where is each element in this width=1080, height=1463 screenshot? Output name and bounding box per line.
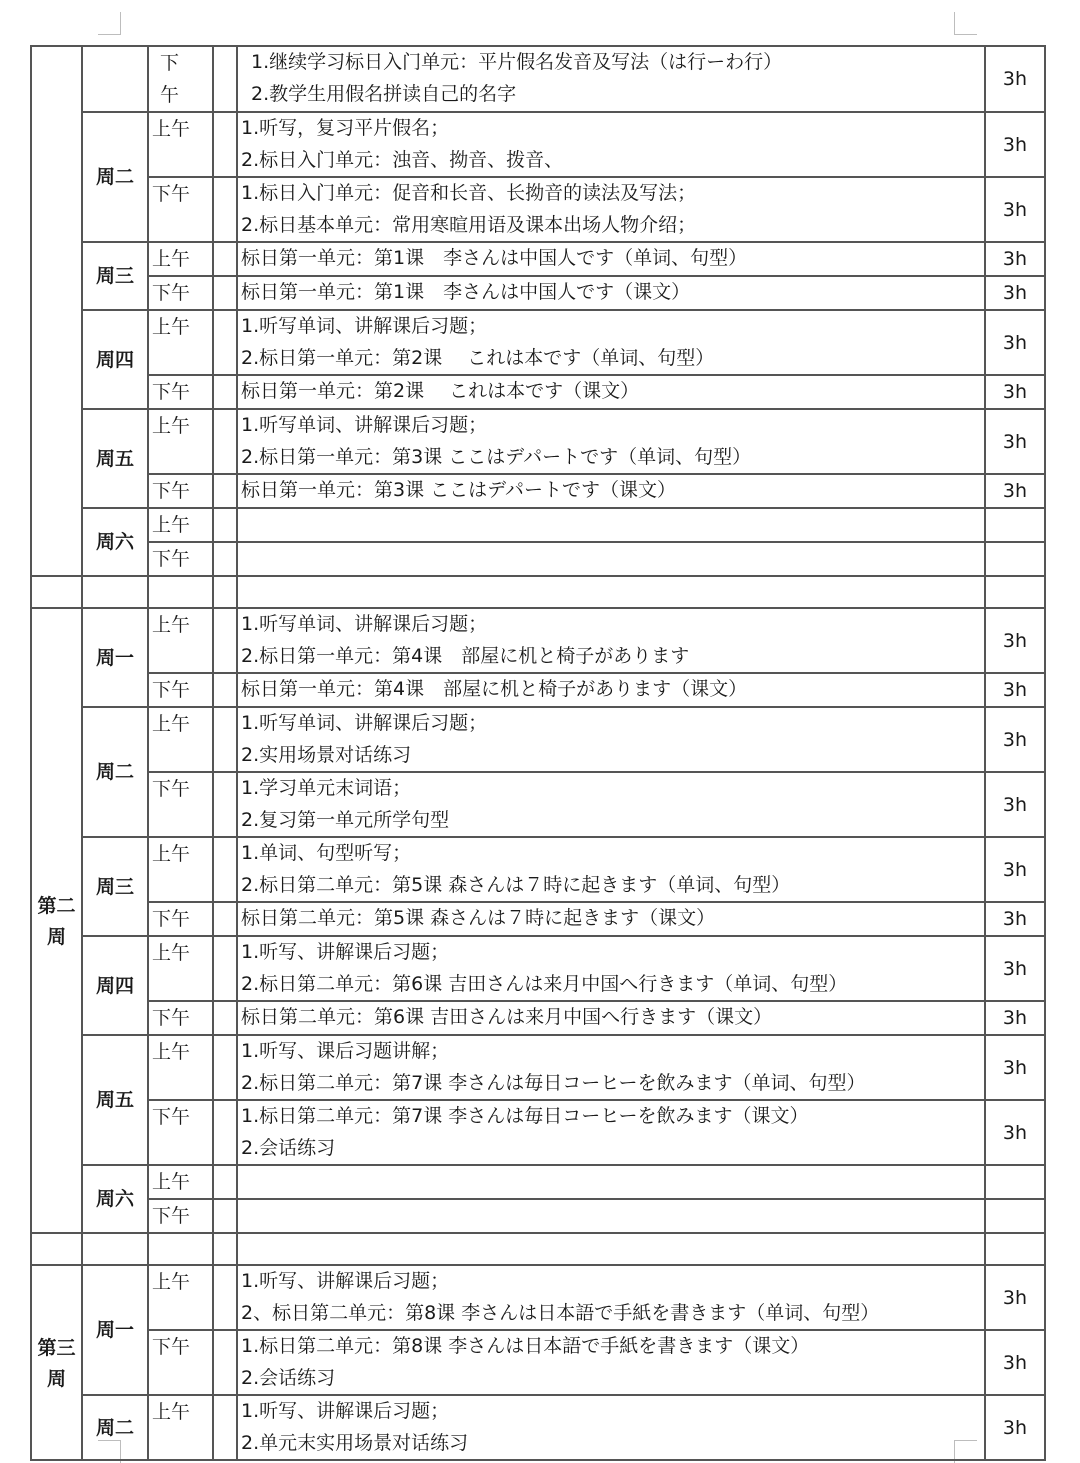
hours-value: 3h <box>1002 248 1028 270</box>
content-cell <box>237 112 985 177</box>
hours-value: 3h <box>1002 793 1028 816</box>
period-cell <box>148 707 213 772</box>
hours-value: 3h <box>1002 679 1028 701</box>
hours-value: 3h <box>1002 198 1028 221</box>
content-cell <box>237 902 985 936</box>
content-line: 1.标日第二单元：第7课 李さんは毎日コーヒーを飲みます（课文） <box>241 1105 809 1127</box>
content-cell <box>237 837 985 902</box>
week-cell <box>31 1233 82 1265</box>
spacer-cell <box>213 1100 237 1165</box>
hours-cell <box>985 46 1045 112</box>
content-line: 1.听写，复习平片假名； <box>241 117 450 139</box>
hours-cell <box>985 112 1045 177</box>
week-cell <box>31 1265 82 1460</box>
period-cell <box>148 375 213 409</box>
content-cell <box>237 409 985 474</box>
spacer-cell <box>213 276 237 310</box>
period-label: 上午 <box>152 316 191 338</box>
period-cell <box>148 1265 213 1330</box>
period-label: 下午 <box>152 908 191 930</box>
spacer-cell <box>213 310 237 375</box>
day-label: 周一 <box>95 1319 134 1341</box>
content-cell <box>237 1001 985 1035</box>
content-line: 2.会话练习 <box>241 1136 336 1159</box>
schedule-row <box>31 837 1045 902</box>
period-cell <box>148 673 213 707</box>
day-cell <box>82 508 148 576</box>
content-line: 标日第一单元：第1课 李さんは中国人です（课文） <box>241 281 691 303</box>
period-label: 下午 <box>152 1336 191 1358</box>
content-cell <box>237 936 985 1001</box>
hours-cell <box>985 837 1045 902</box>
spacer-cell <box>213 707 237 772</box>
hours-cell <box>985 242 1045 276</box>
hours-cell <box>985 1035 1045 1100</box>
hours-cell <box>985 409 1045 474</box>
hours-cell <box>985 673 1045 707</box>
day-cell <box>82 1265 148 1395</box>
day-cell <box>82 242 148 310</box>
day-label: 周三 <box>95 265 134 287</box>
content-line: 2.标日第二单元：第7课 李さんは毎日コーヒーを飲みます（单词、句型） <box>241 1071 866 1094</box>
content-line: 标日第一单元：第2课 これは本です（课文） <box>241 380 640 402</box>
content-cell <box>237 310 985 375</box>
period-label: 下午 <box>152 778 191 800</box>
hours-value: 3h <box>1002 68 1028 90</box>
period-label: 下午 <box>160 52 180 106</box>
schedule-row <box>31 242 1045 276</box>
content-line: 1.标日入门单元：促音和长音、长拗音的读法及写法； <box>241 182 697 204</box>
hours-value: 3h <box>1002 1121 1028 1144</box>
content-cell <box>237 242 985 276</box>
period-cell <box>148 576 213 608</box>
hours-cell <box>985 576 1045 608</box>
period-label: 下午 <box>152 1205 191 1227</box>
hours-cell <box>985 608 1045 673</box>
hours-cell <box>985 1199 1045 1233</box>
period-label: 下午 <box>152 1007 191 1029</box>
hours-value: 3h <box>1002 282 1028 304</box>
period-cell <box>148 1035 213 1100</box>
content-line: 1.听写单词、讲解课后习题； <box>241 414 488 436</box>
content-line: 1.听写、讲解课后习题； <box>241 941 450 963</box>
spacer-cell <box>213 576 237 608</box>
day-cell <box>82 576 148 608</box>
day-label: 周二 <box>95 1416 134 1439</box>
period-cell <box>148 112 213 177</box>
spacer-cell <box>213 837 237 902</box>
period-label: 上午 <box>152 415 191 437</box>
period-label: 上午 <box>152 843 191 865</box>
period-cell <box>148 310 213 375</box>
content-line: 1.听写、课后习题讲解； <box>241 1040 450 1062</box>
content-cell <box>237 772 985 837</box>
week-label: 第二周 <box>37 894 76 948</box>
schedule-body <box>31 46 1045 1460</box>
schedule-row <box>31 673 1045 707</box>
hours-cell <box>985 1165 1045 1199</box>
spacer-cell <box>213 177 237 242</box>
schedule-row <box>31 902 1045 936</box>
period-cell <box>148 1100 213 1165</box>
period-cell <box>148 837 213 902</box>
spacer-cell <box>213 112 237 177</box>
content-line: 2.标日第二单元：第5课 森さんは７時に起きます（单词、句型） <box>241 873 791 896</box>
period-label: 下午 <box>152 548 191 570</box>
spacer-cell <box>213 508 237 542</box>
schedule-row <box>31 1100 1045 1165</box>
content-line: 标日第二单元：第5课 森さんは７時に起きます（课文） <box>241 907 716 929</box>
content-cell <box>237 508 985 542</box>
period-cell <box>148 46 213 112</box>
hours-cell <box>985 177 1045 242</box>
hours-cell <box>985 276 1045 310</box>
content-cell <box>237 1100 985 1165</box>
period-cell <box>148 474 213 508</box>
schedule-row <box>31 1001 1045 1035</box>
period-label: 下午 <box>152 1106 191 1128</box>
content-cell <box>237 542 985 576</box>
period-cell <box>148 1330 213 1395</box>
content-cell <box>237 1199 985 1233</box>
period-cell <box>148 1395 213 1460</box>
content-line: 1.继续学习标日入门单元：平片假名发音及写法（は行ーわ行） <box>251 51 783 73</box>
content-cell <box>237 1265 985 1330</box>
schedule-row <box>31 542 1045 576</box>
period-label: 下午 <box>152 282 191 304</box>
spacer-cell <box>213 936 237 1001</box>
spacer-cell <box>213 1265 237 1330</box>
hours-value: 3h <box>1002 1007 1028 1029</box>
period-label: 上午 <box>152 1401 191 1423</box>
day-cell <box>82 1165 148 1233</box>
spacer-cell <box>213 673 237 707</box>
content-cell <box>237 276 985 310</box>
day-label: 周一 <box>95 646 134 669</box>
hours-cell <box>985 1265 1045 1330</box>
schedule-row <box>31 276 1045 310</box>
day-cell <box>82 310 148 409</box>
hours-cell <box>985 375 1045 409</box>
hours-value: 3h <box>1002 1351 1028 1374</box>
hours-cell <box>985 1330 1045 1395</box>
week-label: 第三周 <box>37 1336 76 1390</box>
hours-cell <box>985 542 1045 576</box>
period-label: 上午 <box>152 713 191 735</box>
day-cell <box>82 936 148 1035</box>
day-label: 周四 <box>95 348 134 371</box>
period-label: 上午 <box>152 942 191 964</box>
spacer-cell <box>213 242 237 276</box>
period-label: 上午 <box>152 118 191 140</box>
period-label: 上午 <box>152 614 191 636</box>
period-cell <box>148 542 213 576</box>
hours-value: 3h <box>1002 957 1028 980</box>
period-cell <box>148 177 213 242</box>
period-cell <box>148 608 213 673</box>
week-cell <box>31 576 82 608</box>
content-cell <box>237 474 985 508</box>
spacer-cell <box>213 902 237 936</box>
schedule-row <box>31 1265 1045 1330</box>
period-cell <box>148 936 213 1001</box>
day-label: 周五 <box>95 1089 134 1111</box>
content-line: 标日第一单元：第1课 李さんは中国人です（单词、句型） <box>241 247 748 269</box>
schedule-row <box>31 608 1045 673</box>
hours-cell <box>985 508 1045 542</box>
spacer-cell <box>213 474 237 508</box>
hours-value: 3h <box>1002 1286 1028 1309</box>
hours-cell <box>985 474 1045 508</box>
content-line: 1.听写单词、讲解课后习题； <box>241 712 488 734</box>
period-label: 上午 <box>152 248 191 270</box>
week-cell <box>31 608 82 1233</box>
schedule-row <box>31 112 1045 177</box>
content-line: 2.标日第一单元：第3课 ここはデパートです（单词、句型） <box>241 445 752 468</box>
period-cell <box>148 508 213 542</box>
content-line: 1.标日第二单元：第8课 李さんは日本語で手紙を書きます（课文） <box>241 1335 810 1357</box>
schedule-row <box>31 1395 1045 1460</box>
day-cell <box>82 112 148 242</box>
schedule-row <box>31 772 1045 837</box>
content-line: 1.学习单元末词语； <box>241 777 412 799</box>
content-cell <box>237 1330 985 1395</box>
schedule-row <box>31 375 1045 409</box>
schedule-row <box>31 1233 1045 1265</box>
day-label: 周二 <box>95 761 134 783</box>
content-cell <box>237 608 985 673</box>
content-cell <box>237 375 985 409</box>
period-cell <box>148 1233 213 1265</box>
day-cell <box>82 1395 148 1460</box>
content-cell <box>237 673 985 707</box>
spacer-cell <box>213 608 237 673</box>
content-line: 标日第一单元：第3课 ここはデパートです（课文） <box>241 479 676 501</box>
period-label: 下午 <box>152 480 191 502</box>
spacer-cell <box>213 375 237 409</box>
schedule-row <box>31 1165 1045 1199</box>
content-line: 1.单词、句型听写； <box>241 842 412 864</box>
content-cell <box>237 707 985 772</box>
hours-cell <box>985 772 1045 837</box>
spacer-cell <box>213 542 237 576</box>
day-cell <box>82 608 148 707</box>
day-cell <box>82 1035 148 1165</box>
day-cell <box>82 707 148 837</box>
content-cell <box>237 1035 985 1100</box>
hours-value: 3h <box>1002 430 1028 453</box>
day-label: 周二 <box>95 166 134 188</box>
day-label: 周四 <box>95 974 134 997</box>
content-cell <box>237 177 985 242</box>
content-cell <box>237 1395 985 1460</box>
hours-cell <box>985 1233 1045 1265</box>
day-label: 周六 <box>95 531 134 553</box>
spacer-cell <box>213 1035 237 1100</box>
hours-value: 3h <box>1002 629 1028 652</box>
spacer-cell <box>213 1233 237 1265</box>
spacer-cell <box>213 1395 237 1460</box>
schedule-row <box>31 1199 1045 1233</box>
content-line: 2.标日第一单元：第4课 部屋に机と椅子があります <box>241 644 690 667</box>
content-line: 2.标日第二单元：第6课 吉田さんは来月中国へ行きます（单词、句型） <box>241 972 848 995</box>
hours-value: 3h <box>1002 858 1028 881</box>
period-cell <box>148 772 213 837</box>
spacer-cell <box>213 409 237 474</box>
content-line: 2.教学生用假名拼读自己的名字 <box>251 82 517 105</box>
hours-cell <box>985 1001 1045 1035</box>
content-line: 1.听写单词、讲解课后习题； <box>241 613 488 635</box>
schedule-row <box>31 936 1045 1001</box>
hours-value: 3h <box>1002 381 1028 403</box>
hours-cell <box>985 707 1045 772</box>
content-line: 2.会话练习 <box>241 1366 336 1389</box>
period-cell <box>148 1165 213 1199</box>
content-cell <box>237 46 985 112</box>
hours-cell <box>985 936 1045 1001</box>
hours-cell <box>985 1395 1045 1460</box>
schedule-table <box>30 45 1046 1461</box>
day-cell <box>82 837 148 936</box>
day-label: 周五 <box>95 447 134 470</box>
period-cell <box>148 1199 213 1233</box>
content-cell <box>237 1233 985 1265</box>
day-cell <box>82 409 148 508</box>
crop-mark-top-left <box>98 12 121 35</box>
period-label: 上午 <box>152 1271 191 1293</box>
schedule-row <box>31 46 1045 112</box>
period-label: 上午 <box>152 1041 191 1063</box>
spacer-cell <box>213 1165 237 1199</box>
hours-value: 3h <box>1002 133 1028 156</box>
content-line: 2、标日第二单元：第8课 李さんは日本語で手紙を書きます（单词、句型） <box>241 1301 880 1324</box>
hours-value: 3h <box>1002 331 1028 354</box>
content-line: 1.听写、讲解课后习题； <box>241 1400 450 1422</box>
period-cell <box>148 1001 213 1035</box>
content-cell <box>237 576 985 608</box>
spacer-cell <box>213 1001 237 1035</box>
day-label: 周三 <box>95 875 134 898</box>
content-cell <box>237 1165 985 1199</box>
content-line: 2.标日入门单元：浊音、拗音、拨音、 <box>241 148 564 171</box>
schedule-row <box>31 409 1045 474</box>
hours-value: 3h <box>1002 1056 1028 1079</box>
content-line: 2.标日第一单元：第2课 これは本です（单词、句型） <box>241 346 715 369</box>
period-label: 下午 <box>152 183 191 205</box>
schedule-row <box>31 707 1045 772</box>
hours-value: 3h <box>1002 480 1028 502</box>
content-line: 标日第一单元：第4课 部屋に机と椅子があります（课文） <box>241 678 748 700</box>
schedule-row <box>31 310 1045 375</box>
day-cell <box>82 1233 148 1265</box>
spacer-cell <box>213 1330 237 1395</box>
content-line: 2.复习第一单元所学句型 <box>241 808 450 831</box>
spacer-cell <box>213 772 237 837</box>
schedule-row <box>31 474 1045 508</box>
period-cell <box>148 902 213 936</box>
content-line: 标日第二单元：第6课 吉田さんは来月中国へ行きます（课文） <box>241 1006 773 1028</box>
period-label: 上午 <box>152 514 191 536</box>
day-label: 周六 <box>95 1188 134 1210</box>
period-label: 下午 <box>152 381 191 403</box>
period-cell <box>148 276 213 310</box>
day-cell <box>82 46 148 112</box>
week-cell <box>31 46 82 576</box>
schedule-row <box>31 576 1045 608</box>
spacer-cell <box>213 46 237 112</box>
hours-cell <box>985 1100 1045 1165</box>
content-line: 1.听写、讲解课后习题； <box>241 1270 450 1292</box>
schedule-row <box>31 508 1045 542</box>
period-label: 下午 <box>152 679 191 701</box>
crop-mark-top-right <box>954 12 977 35</box>
hours-cell <box>985 902 1045 936</box>
schedule-row <box>31 177 1045 242</box>
content-line: 2.标日基本单元：常用寒暄用语及课本出场人物介绍； <box>241 213 697 236</box>
content-line: 2.实用场景对话练习 <box>241 743 412 766</box>
schedule-row <box>31 1035 1045 1100</box>
hours-cell <box>985 310 1045 375</box>
hours-value: 3h <box>1002 1416 1028 1439</box>
hours-value: 3h <box>1002 908 1028 930</box>
schedule-row <box>31 1330 1045 1395</box>
hours-value: 3h <box>1002 728 1028 751</box>
period-cell <box>148 242 213 276</box>
period-label: 上午 <box>152 1171 191 1193</box>
period-cell <box>148 409 213 474</box>
content-line: 2.单元末实用场景对话练习 <box>241 1431 469 1454</box>
spacer-cell <box>213 1199 237 1233</box>
content-line: 1.听写单词、讲解课后习题； <box>241 315 488 337</box>
